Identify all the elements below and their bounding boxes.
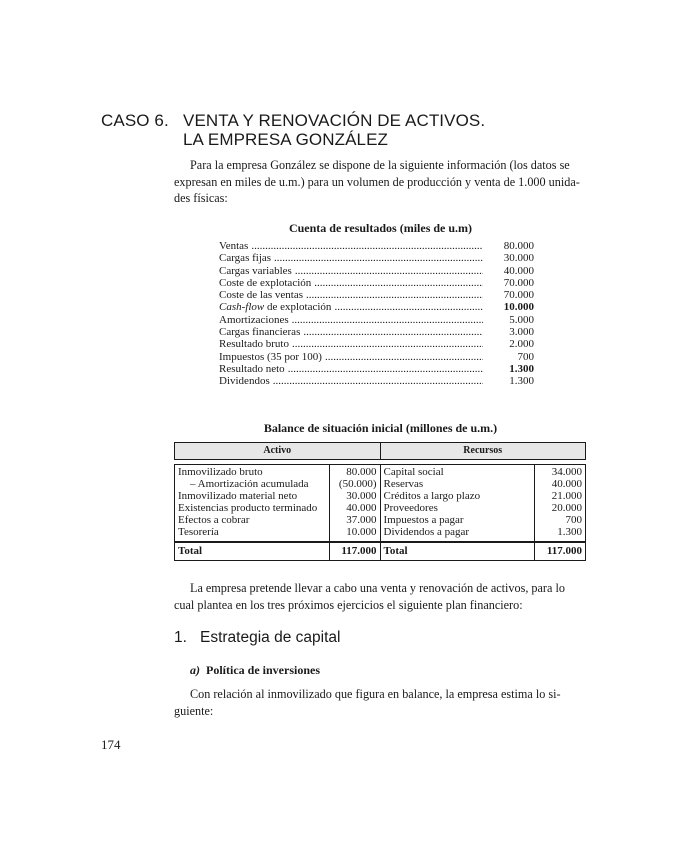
plan-line: cual plantea en los tres próximos ejercicios el siguiente plan financiero: xyxy=(174,597,523,612)
activo-value: 10.000 xyxy=(346,526,377,539)
balance-sheet xyxy=(174,442,586,561)
income-label: Resultado neto xyxy=(219,362,285,375)
recursos-value: 20.000 xyxy=(551,502,582,515)
income-row xyxy=(219,277,534,289)
leader-dots xyxy=(274,252,483,264)
case-title-line1 xyxy=(101,111,621,130)
income-value: 5.000 xyxy=(509,313,534,326)
leader-dots xyxy=(292,338,483,350)
income-value: 80.000 xyxy=(503,240,534,252)
income-row xyxy=(219,351,534,363)
recursos-value: 1.300 xyxy=(557,526,582,539)
subsection-title: Política de inversiones xyxy=(206,663,320,677)
intro-line: expresan en miles de u.m.) para un volumen de producción y venta de 1.000 unida- xyxy=(174,174,580,189)
recursos-values xyxy=(534,465,585,541)
activo-labels xyxy=(175,465,329,541)
income-value: 70.000 xyxy=(503,276,534,289)
leader-dots xyxy=(273,375,483,387)
activo-value: 80.000 xyxy=(346,466,377,478)
recursos-value: 34.000 xyxy=(551,466,582,478)
intro-line: des físicas: xyxy=(174,191,228,205)
balance-total-row xyxy=(174,542,586,561)
activo-label: Inmovilizado material neto xyxy=(178,490,298,503)
income-value: 700 xyxy=(517,350,534,363)
intro-line: Para la empresa González se dispone de la siguiente información (los datos se xyxy=(190,158,570,172)
activo-label: Efectos a cobrar xyxy=(178,514,250,527)
income-label: Coste de explotación xyxy=(219,276,312,289)
activo-label: Tesorería xyxy=(178,526,219,539)
income-value: 30.000 xyxy=(503,252,534,265)
section-number: 1. xyxy=(174,629,187,646)
activo-total-value: 117.000 xyxy=(329,543,380,560)
leader-dots xyxy=(292,314,483,326)
income-row xyxy=(219,289,534,301)
recursos-header: Recursos xyxy=(463,445,503,456)
income-label: Cargas fijas xyxy=(219,252,272,265)
income-row xyxy=(219,314,534,326)
income-row xyxy=(219,265,534,277)
income-label: Cargas financieras xyxy=(219,326,301,339)
income-value: 3.000 xyxy=(509,326,534,339)
income-statement xyxy=(219,240,534,388)
income-statement-title: Cuenta de resultados (miles de u.m) xyxy=(288,221,473,235)
leader-dots xyxy=(334,301,483,313)
income-label: Cargas variables xyxy=(219,264,292,277)
subsection-heading xyxy=(190,663,320,678)
leader-dots xyxy=(288,363,483,375)
case-heading xyxy=(101,111,621,149)
income-value: 40.000 xyxy=(503,264,534,277)
page-number: 174 xyxy=(101,737,121,752)
leader-dots xyxy=(314,277,483,289)
activo-label: Inmovilizado bruto xyxy=(178,466,263,478)
leader-dots xyxy=(303,326,483,338)
leader-dots xyxy=(251,240,483,252)
balance-title: Balance de situación inicial (millones de u.m.) xyxy=(263,421,498,435)
recursos-total-label: Total xyxy=(383,544,408,557)
leader-dots xyxy=(306,289,483,301)
income-row-net xyxy=(219,363,534,375)
activo-header: Activo xyxy=(175,443,381,459)
activo-value: 37.000 xyxy=(346,514,377,527)
subsection-letter: a) xyxy=(190,663,200,677)
activo-values xyxy=(329,465,380,541)
income-value: 1.300 xyxy=(509,362,534,375)
income-label: Amortizaciones xyxy=(219,313,289,326)
recursos-label: Impuestos a pagar xyxy=(383,514,464,527)
income-label: Impuestos (35 por 100) xyxy=(219,350,322,363)
section-title: Estrategia de capital xyxy=(200,629,341,646)
recursos-column xyxy=(381,465,586,541)
income-row xyxy=(219,240,534,252)
recursos-total xyxy=(381,542,586,560)
income-value: 10.000 xyxy=(503,301,534,314)
recursos-label: Reservas xyxy=(383,478,424,491)
investment-line: Con relación al inmovilizado que figura en balance, la empresa estima lo si- xyxy=(190,687,561,701)
activo-total-label: Total xyxy=(178,544,203,557)
income-row xyxy=(219,338,534,350)
activo-value: (50.000) xyxy=(338,478,377,491)
income-label: Coste de las ventas xyxy=(219,289,304,302)
investment-paragraph xyxy=(174,686,587,719)
income-row-cashflow xyxy=(219,301,534,313)
income-label xyxy=(219,301,331,313)
income-row xyxy=(219,326,534,338)
balance-header xyxy=(174,442,586,460)
income-value: 2.000 xyxy=(509,338,534,351)
plan-paragraph xyxy=(174,580,587,613)
case-number: CASO 6. xyxy=(101,111,169,130)
recursos-label: Proveedores xyxy=(383,502,438,515)
case-title-text: VENTA Y RENOVACIÓN DE ACTIVOS. xyxy=(183,111,486,130)
recursos-label: Capital social xyxy=(383,466,444,478)
intro-paragraph xyxy=(174,157,587,207)
activo-column xyxy=(175,465,381,541)
recursos-label: Dividendos a pagar xyxy=(383,526,470,539)
income-label-italic: Cash-flow xyxy=(219,301,265,314)
section-heading xyxy=(174,629,587,647)
income-label: Resultado bruto xyxy=(219,338,289,351)
income-label: Dividendos xyxy=(219,375,270,388)
activo-label: Existencias producto terminado xyxy=(178,502,318,515)
income-row xyxy=(219,375,534,387)
income-row xyxy=(219,252,534,264)
income-label: Ventas xyxy=(219,240,249,252)
activo-value: 40.000 xyxy=(346,502,377,515)
investment-line: guiente: xyxy=(174,703,214,718)
income-value: 70.000 xyxy=(503,289,534,302)
leader-dots xyxy=(295,265,483,277)
activo-total xyxy=(175,542,381,560)
case-title-line2: LA EMPRESA GONZÁLEZ xyxy=(183,130,389,149)
activo-value: 30.000 xyxy=(346,490,377,503)
leader-dots xyxy=(325,351,483,363)
recursos-value: 40.000 xyxy=(551,478,582,491)
plan-line: La empresa pretende llevar a cabo una venta y renovación de activos, para lo xyxy=(190,581,565,595)
income-label-rest: de explotación xyxy=(264,301,332,314)
activo-label: – Amortización acumulada xyxy=(190,478,309,491)
balance-body xyxy=(174,464,586,542)
recursos-value: 21.000 xyxy=(551,490,582,503)
recursos-labels xyxy=(381,465,535,541)
recursos-value: 700 xyxy=(565,514,582,527)
recursos-label: Créditos a largo plazo xyxy=(383,490,481,503)
income-value: 1.300 xyxy=(509,375,534,388)
recursos-total-value: 117.000 xyxy=(534,543,585,560)
